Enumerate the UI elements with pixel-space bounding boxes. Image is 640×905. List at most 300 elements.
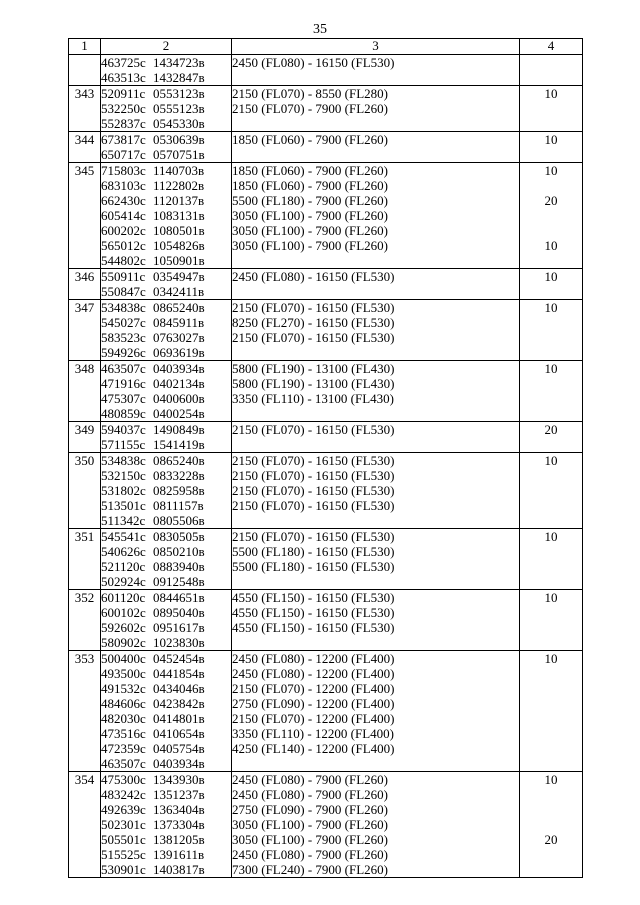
flight-level-range: 3350 (FL110) - 13100 (FL430)	[232, 391, 395, 406]
row-number: 346	[69, 269, 101, 300]
longitude: 0545330в	[153, 116, 205, 131]
value: 10	[544, 651, 558, 666]
longitude: 0895040в	[153, 605, 205, 620]
latitude: 545027с	[101, 315, 146, 330]
longitude: 0833228в	[153, 468, 205, 483]
value: 10	[544, 238, 558, 253]
longitude: 0570751в	[153, 147, 205, 162]
latitude: 715803с	[101, 163, 146, 178]
coordinate-line	[101, 284, 231, 299]
coordinate-line	[101, 238, 231, 253]
flight-level-range: 2750 (FL090) - 12200 (FL400)	[232, 696, 395, 711]
flight-level-range	[232, 284, 519, 299]
flight-level-range: 2150 (FL070) - 16150 (FL530)	[232, 330, 395, 345]
coordinate-line	[101, 315, 231, 330]
flight-level-range: 5500 (FL180) - 16150 (FL530)	[232, 544, 395, 559]
value	[520, 468, 582, 483]
value: 10	[544, 361, 558, 376]
latitude: 534838с	[101, 300, 146, 315]
coordinate-line	[101, 406, 231, 421]
flight-level-range: 2750 (FL090) - 7900 (FL260)	[232, 802, 388, 817]
latitude: 502924с	[101, 574, 146, 589]
longitude: 0850210в	[153, 544, 205, 559]
table-row	[69, 361, 583, 422]
latitude: 580902с	[101, 635, 146, 650]
longitude: 0693619в	[153, 345, 205, 360]
latitude: 673817с	[101, 132, 146, 147]
value	[520, 178, 582, 193]
flight-levels-cell	[232, 453, 520, 529]
longitude: 0883940в	[153, 559, 205, 574]
flight-level-range: 2450 (FL080) - 7900 (FL260)	[232, 847, 388, 862]
flight-level-range	[232, 253, 519, 268]
longitude: 1432847в	[153, 70, 205, 85]
column-header: 3	[232, 39, 520, 55]
table-row	[69, 55, 583, 86]
coordinate-line	[101, 574, 231, 589]
coordinates-cell	[101, 422, 232, 453]
value	[520, 817, 582, 832]
value: 10	[544, 772, 558, 787]
flight-level-range: 2450 (FL080) - 12200 (FL400)	[232, 666, 395, 681]
coordinate-line	[101, 772, 231, 787]
latitude: 601120с	[101, 590, 146, 605]
flight-level-range: 3050 (FL100) - 7900 (FL260)	[232, 238, 388, 253]
latitude: 480859с	[101, 406, 146, 421]
coordinate-line	[101, 468, 231, 483]
value	[520, 605, 582, 620]
longitude: 0763027в	[153, 330, 205, 345]
header-row	[69, 39, 583, 55]
coordinate-line	[101, 513, 231, 528]
longitude: 0403934в	[153, 756, 205, 771]
latitude: 463507с	[101, 361, 146, 376]
value-cell	[520, 529, 583, 590]
longitude: 0400600в	[153, 391, 205, 406]
flight-level-range: 2450 (FL080) - 16150 (FL530)	[232, 269, 395, 284]
latitude: 505501с	[101, 832, 146, 847]
coordinate-line	[101, 605, 231, 620]
latitude: 683103с	[101, 178, 146, 193]
latitude: 500400с	[101, 651, 146, 666]
coordinate-line	[101, 437, 231, 452]
coordinate-line	[101, 269, 231, 284]
longitude: 0405754в	[153, 741, 205, 756]
value	[520, 437, 582, 452]
latitude: 571155с	[101, 437, 146, 452]
airspace-table	[68, 38, 583, 878]
flight-level-range: 2150 (FL070) - 7900 (FL260)	[232, 101, 388, 116]
coordinate-line	[101, 330, 231, 345]
coordinate-line	[101, 741, 231, 756]
value-cell	[520, 300, 583, 361]
latitude: 520911с	[101, 86, 146, 101]
value-cell	[520, 651, 583, 772]
flight-level-range	[232, 635, 519, 650]
longitude: 0400254в	[153, 406, 205, 421]
longitude: 1434723в	[153, 55, 205, 70]
value-cell	[520, 422, 583, 453]
longitude: 1541419в	[153, 437, 205, 452]
coordinates-cell	[101, 453, 232, 529]
value	[520, 696, 582, 711]
latitude: 550847с	[101, 284, 146, 299]
latitude: 600102с	[101, 605, 146, 620]
longitude: 1120137в	[153, 193, 205, 208]
longitude: 0403934в	[153, 361, 205, 376]
flight-levels-cell	[232, 55, 520, 86]
longitude: 0811157в	[153, 498, 204, 513]
coordinate-line	[101, 86, 231, 101]
longitude: 1050901в	[153, 253, 205, 268]
flight-level-range	[232, 147, 519, 162]
column-header: 4	[520, 39, 583, 55]
coordinate-line	[101, 193, 231, 208]
coordinates-cell	[101, 55, 232, 86]
coordinate-line	[101, 847, 231, 862]
table-row	[69, 772, 583, 878]
value: 10	[544, 163, 558, 178]
longitude: 0452454в	[153, 651, 205, 666]
value	[520, 756, 582, 771]
value	[520, 498, 582, 513]
coordinate-line	[101, 208, 231, 223]
flight-level-range: 2150 (FL070) - 16150 (FL530)	[232, 468, 395, 483]
coordinate-line	[101, 253, 231, 268]
value-cell	[520, 163, 583, 269]
coordinate-line	[101, 345, 231, 360]
value	[520, 513, 582, 528]
table-row	[69, 590, 583, 651]
value: 10	[544, 590, 558, 605]
flight-level-range: 2450 (FL080) - 16150 (FL530)	[232, 55, 395, 70]
table-row	[69, 269, 583, 300]
value	[520, 55, 582, 70]
table-row	[69, 86, 583, 132]
flight-level-range: 2150 (FL070) - 12200 (FL400)	[232, 681, 395, 696]
value	[520, 406, 582, 421]
longitude: 1083131в	[153, 208, 205, 223]
coordinate-line	[101, 817, 231, 832]
page-number: 35	[313, 22, 327, 37]
flight-level-range: 2450 (FL080) - 12200 (FL400)	[232, 651, 395, 666]
longitude: 0434046в	[153, 681, 205, 696]
longitude: 0951617в	[153, 620, 205, 635]
value	[520, 711, 582, 726]
flight-level-range: 8250 (FL270) - 16150 (FL530)	[232, 315, 395, 330]
latitude: 544802с	[101, 253, 146, 268]
latitude: 472359с	[101, 741, 146, 756]
coordinate-line	[101, 178, 231, 193]
flight-levels-cell	[232, 422, 520, 453]
flight-levels-cell	[232, 163, 520, 269]
longitude: 1140703в	[153, 163, 205, 178]
coordinates-cell	[101, 300, 232, 361]
coordinates-cell	[101, 651, 232, 772]
value	[520, 802, 582, 817]
longitude: 1381205в	[153, 832, 205, 847]
longitude: 0830505в	[153, 529, 205, 544]
row-number: 353	[69, 651, 101, 772]
flight-level-range: 2450 (FL080) - 7900 (FL260)	[232, 772, 388, 787]
latitude: 475300с	[101, 772, 146, 787]
value	[520, 315, 582, 330]
longitude: 1351237в	[153, 787, 205, 802]
flight-level-range	[232, 437, 519, 452]
latitude: 594926с	[101, 345, 146, 360]
value: 10	[544, 269, 558, 284]
latitude: 650717с	[101, 147, 146, 162]
coordinates-cell	[101, 529, 232, 590]
coordinate-line	[101, 651, 231, 666]
flight-level-range: 3050 (FL100) - 7900 (FL260)	[232, 817, 388, 832]
row-number: 349	[69, 422, 101, 453]
value-cell	[520, 86, 583, 132]
longitude: 0423842в	[153, 696, 205, 711]
coordinate-line	[101, 498, 231, 513]
value: 20	[544, 193, 558, 208]
longitude: 1363404в	[153, 802, 205, 817]
coordinate-line	[101, 163, 231, 178]
longitude: 0414801в	[153, 711, 205, 726]
flight-level-range	[232, 406, 519, 421]
latitude: 540626с	[101, 544, 146, 559]
flight-levels-cell	[232, 651, 520, 772]
flight-level-range: 2150 (FL070) - 16150 (FL530)	[232, 529, 395, 544]
flight-level-range: 2450 (FL080) - 7900 (FL260)	[232, 787, 388, 802]
flight-level-range: 4250 (FL140) - 12200 (FL400)	[232, 741, 395, 756]
value-cell	[520, 590, 583, 651]
flight-levels-cell	[232, 529, 520, 590]
latitude: 493500с	[101, 666, 146, 681]
flight-levels-cell	[232, 772, 520, 878]
longitude: 0530639в	[153, 132, 205, 147]
longitude: 0354947в	[153, 269, 205, 284]
value	[520, 223, 582, 238]
flight-level-range	[232, 574, 519, 589]
flight-level-range: 1850 (FL060) - 7900 (FL260)	[232, 163, 388, 178]
longitude: 0402134в	[153, 376, 205, 391]
value-cell	[520, 772, 583, 878]
table-row	[69, 422, 583, 453]
flight-levels-cell	[232, 590, 520, 651]
flight-level-range: 4550 (FL150) - 16150 (FL530)	[232, 590, 395, 605]
value	[520, 101, 582, 116]
value	[520, 70, 582, 85]
value: 10	[544, 86, 558, 101]
coordinate-line	[101, 681, 231, 696]
flight-level-range	[232, 345, 519, 360]
latitude: 515525с	[101, 847, 146, 862]
value-cell	[520, 361, 583, 422]
latitude: 592602с	[101, 620, 146, 635]
latitude: 521120с	[101, 559, 146, 574]
coordinates-cell	[101, 590, 232, 651]
flight-levels-cell	[232, 300, 520, 361]
flight-level-range: 3350 (FL110) - 12200 (FL400)	[232, 726, 395, 741]
latitude: 565012с	[101, 238, 146, 253]
flight-level-range: 3050 (FL100) - 7900 (FL260)	[232, 223, 388, 238]
longitude: 0844651в	[153, 590, 205, 605]
latitude: 600202с	[101, 223, 146, 238]
value	[520, 726, 582, 741]
value	[520, 635, 582, 650]
latitude: 532250с	[101, 101, 146, 116]
latitude: 483242с	[101, 787, 146, 802]
flight-level-range: 5800 (FL190) - 13100 (FL430)	[232, 376, 395, 391]
row-number: 350	[69, 453, 101, 529]
longitude: 1490849в	[153, 422, 205, 437]
column-header: 2	[101, 39, 232, 55]
flight-level-range: 7300 (FL240) - 7900 (FL260)	[232, 862, 388, 877]
flight-level-range	[232, 116, 519, 131]
latitude: 492639с	[101, 802, 146, 817]
coordinates-cell	[101, 163, 232, 269]
value: 20	[544, 422, 558, 437]
value	[520, 666, 582, 681]
longitude: 1343930в	[153, 772, 205, 787]
coordinates-cell	[101, 772, 232, 878]
row-number	[69, 55, 101, 86]
flight-level-range: 2150 (FL070) - 16150 (FL530)	[232, 483, 395, 498]
coordinate-line	[101, 223, 231, 238]
value	[520, 483, 582, 498]
coordinate-line	[101, 55, 231, 70]
latitude: 471916с	[101, 376, 146, 391]
latitude: 463507с	[101, 756, 146, 771]
coordinates-cell	[101, 86, 232, 132]
value	[520, 862, 582, 877]
coordinate-line	[101, 635, 231, 650]
value-cell	[520, 55, 583, 86]
coordinate-line	[101, 666, 231, 681]
value	[520, 284, 582, 299]
flight-level-range: 3050 (FL100) - 7900 (FL260)	[232, 832, 388, 847]
value	[520, 116, 582, 131]
latitude: 662430с	[101, 193, 146, 208]
value	[520, 147, 582, 162]
row-number: 351	[69, 529, 101, 590]
coordinate-line	[101, 483, 231, 498]
coordinate-line	[101, 116, 231, 131]
coordinate-line	[101, 544, 231, 559]
flight-levels-cell	[232, 132, 520, 163]
flight-level-range: 5500 (FL180) - 7900 (FL260)	[232, 193, 388, 208]
coordinate-line	[101, 862, 231, 877]
coordinate-line	[101, 726, 231, 741]
coordinates-cell	[101, 132, 232, 163]
longitude: 1054826в	[153, 238, 205, 253]
value-cell	[520, 269, 583, 300]
flight-level-range	[232, 513, 519, 528]
longitude: 1080501в	[153, 223, 205, 238]
longitude: 0865240в	[153, 453, 205, 468]
flight-level-range: 2150 (FL070) - 16150 (FL530)	[232, 453, 395, 468]
value	[520, 681, 582, 696]
latitude: 484606с	[101, 696, 146, 711]
latitude: 475307с	[101, 391, 146, 406]
value-cell	[520, 132, 583, 163]
value	[520, 253, 582, 268]
value	[520, 330, 582, 345]
table-row	[69, 132, 583, 163]
latitude: 502301с	[101, 817, 146, 832]
value	[520, 620, 582, 635]
flight-level-range	[232, 70, 519, 85]
longitude: 0912548в	[153, 574, 205, 589]
coordinate-line	[101, 361, 231, 376]
value	[520, 559, 582, 574]
value: 20	[544, 832, 558, 847]
value-cell	[520, 453, 583, 529]
coordinate-line	[101, 787, 231, 802]
flight-level-range: 4550 (FL150) - 16150 (FL530)	[232, 605, 395, 620]
flight-level-range: 1850 (FL060) - 7900 (FL260)	[232, 178, 388, 193]
latitude: 482030с	[101, 711, 146, 726]
row-number: 348	[69, 361, 101, 422]
row-number: 345	[69, 163, 101, 269]
latitude: 511342с	[101, 513, 146, 528]
longitude: 0553123в	[153, 86, 205, 101]
column-header: 1	[69, 39, 101, 55]
longitude: 0555123в	[153, 101, 205, 116]
row-number: 343	[69, 86, 101, 132]
table-row	[69, 651, 583, 772]
latitude: 594037с	[101, 422, 146, 437]
coordinates-cell	[101, 361, 232, 422]
value: 10	[544, 529, 558, 544]
longitude: 0845911в	[153, 315, 205, 330]
coordinate-line	[101, 453, 231, 468]
latitude: 534838с	[101, 453, 146, 468]
value	[520, 787, 582, 802]
flight-level-range: 5800 (FL190) - 13100 (FL430)	[232, 361, 395, 376]
longitude: 1373304в	[153, 817, 205, 832]
coordinate-line	[101, 802, 231, 817]
latitude: 531802с	[101, 483, 146, 498]
value	[520, 208, 582, 223]
coordinate-line	[101, 70, 231, 85]
longitude: 0825958в	[153, 483, 205, 498]
value	[520, 574, 582, 589]
latitude: 473516с	[101, 726, 146, 741]
coordinate-line	[101, 711, 231, 726]
flight-levels-cell	[232, 269, 520, 300]
table-row	[69, 529, 583, 590]
coordinate-line	[101, 559, 231, 574]
flight-level-range	[232, 756, 519, 771]
value	[520, 847, 582, 862]
latitude: 491532с	[101, 681, 146, 696]
value: 10	[544, 132, 558, 147]
flight-level-range: 5500 (FL180) - 16150 (FL530)	[232, 559, 395, 574]
coordinate-line	[101, 590, 231, 605]
flight-level-range: 2150 (FL070) - 16150 (FL530)	[232, 422, 395, 437]
flight-level-range: 2150 (FL070) - 12200 (FL400)	[232, 711, 395, 726]
table-row	[69, 300, 583, 361]
coordinate-line	[101, 132, 231, 147]
row-number: 354	[69, 772, 101, 878]
coordinate-line	[101, 696, 231, 711]
coordinate-line	[101, 529, 231, 544]
latitude: 463513с	[101, 70, 146, 85]
latitude: 552837с	[101, 116, 146, 131]
table-row	[69, 453, 583, 529]
value	[520, 391, 582, 406]
value	[520, 741, 582, 756]
row-number: 352	[69, 590, 101, 651]
coordinate-line	[101, 376, 231, 391]
